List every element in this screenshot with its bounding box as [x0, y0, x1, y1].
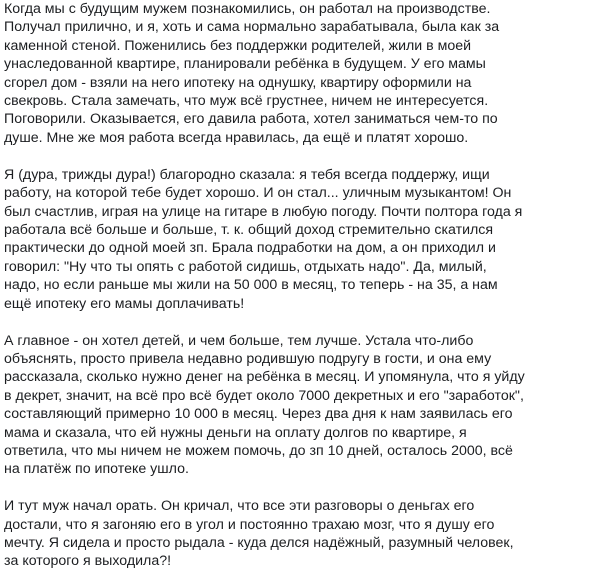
text-line: унаследованной квартире, планировали ребёнка в будущем. У его мамы	[4, 56, 486, 73]
text-line: ответила, что мы ничем не можем помочь, до зп 10 дней, осталось 2000, всё	[4, 442, 513, 459]
text-line: составляющий примерно 10 000 в месяц. Через два дня к нам заявилась его	[4, 406, 513, 423]
text-line: свекровь. Стала замечать, что муж всё грустнее, ничем не интересуется.	[4, 93, 489, 110]
paragraph-3	[4, 332, 600, 479]
text-line: работала всё больше и больше, т. к. общий доход стремительно скатился	[4, 221, 494, 238]
text-line: в декрет, значит, на всё про всё будет около 7000 декретных и его "заработок",	[4, 387, 524, 404]
paragraph-4	[4, 497, 600, 571]
text-line: каменной стеной. Поженились без поддержки родителей, жили в моей	[4, 37, 472, 54]
text-line: объяснять, просто привела недавно родившую подругу в гости, и она ему	[4, 350, 492, 367]
text-line: практически до одной моей зп. Брала подработки на дом, а он приходил и	[4, 240, 496, 257]
text-line: рассказала, сколько нужно денег на ребёнка в месяц. И упомянула, что я уйду	[4, 369, 525, 386]
text-line: мечту. Я сидела и просто рыдала - куда делся надёжный, разумный человек,	[4, 535, 514, 552]
text-line: надо, но если раньше мы жили на 50 000 в месяц, то теперь - на 35, а нам	[4, 277, 498, 294]
text-line: был счастлив, играя на улице на гитаре в любую погоду. Почти полтора года я	[4, 203, 523, 220]
paragraph-1	[4, 0, 600, 147]
text-line: Я (дура, трижды дура!) благородно сказала: я тебя всегда поддержу, ищи	[4, 166, 490, 183]
text-line: душе. Мне же моя работа всегда нравилась, да ещё и платят хорошо.	[4, 129, 469, 146]
text-line: работу, на которой тебе будет хорошо. И он стал... уличным музыкантом! Он	[4, 185, 512, 202]
text-line: говорил: "Ну что ты опять с работой сидишь, отдыхать надо". Да, милый,	[4, 258, 487, 275]
text-line: достали, что я загоняю его в угол и постоянно трахаю мозг, что я душу его	[4, 516, 495, 533]
text-line: И тут муж начал орать. Он кричал, что все эти разговоры о деньгах его	[4, 498, 475, 515]
text-line: мама и сказала, что ей нужны деньги на оплату долгов по квартире, я	[4, 424, 467, 441]
text-line: Когда мы с будущим мужем познакомились, он работал на производстве.	[4, 1, 491, 17]
text-line: Получал прилично, и я, хоть и сама нормально зарабатывала, была как за	[4, 19, 500, 36]
text-line: ещё ипотеку его мамы доплачивать!	[4, 295, 245, 312]
text-line: за которого я выходила?!	[4, 553, 172, 570]
text-line: сгорел дом - взяли на него ипотеку на однушку, квартиру оформили на	[4, 74, 472, 91]
text-line: на платёж по ипотеке ушло.	[4, 461, 189, 478]
paragraph-2	[4, 166, 600, 313]
text-line: Поговорили. Оказывается, его давила работа, хотел заниматься чем-то по	[4, 111, 498, 128]
text-line: А главное - он хотел детей, и чем больше, тем лучше. Устала что-либо	[4, 332, 474, 349]
